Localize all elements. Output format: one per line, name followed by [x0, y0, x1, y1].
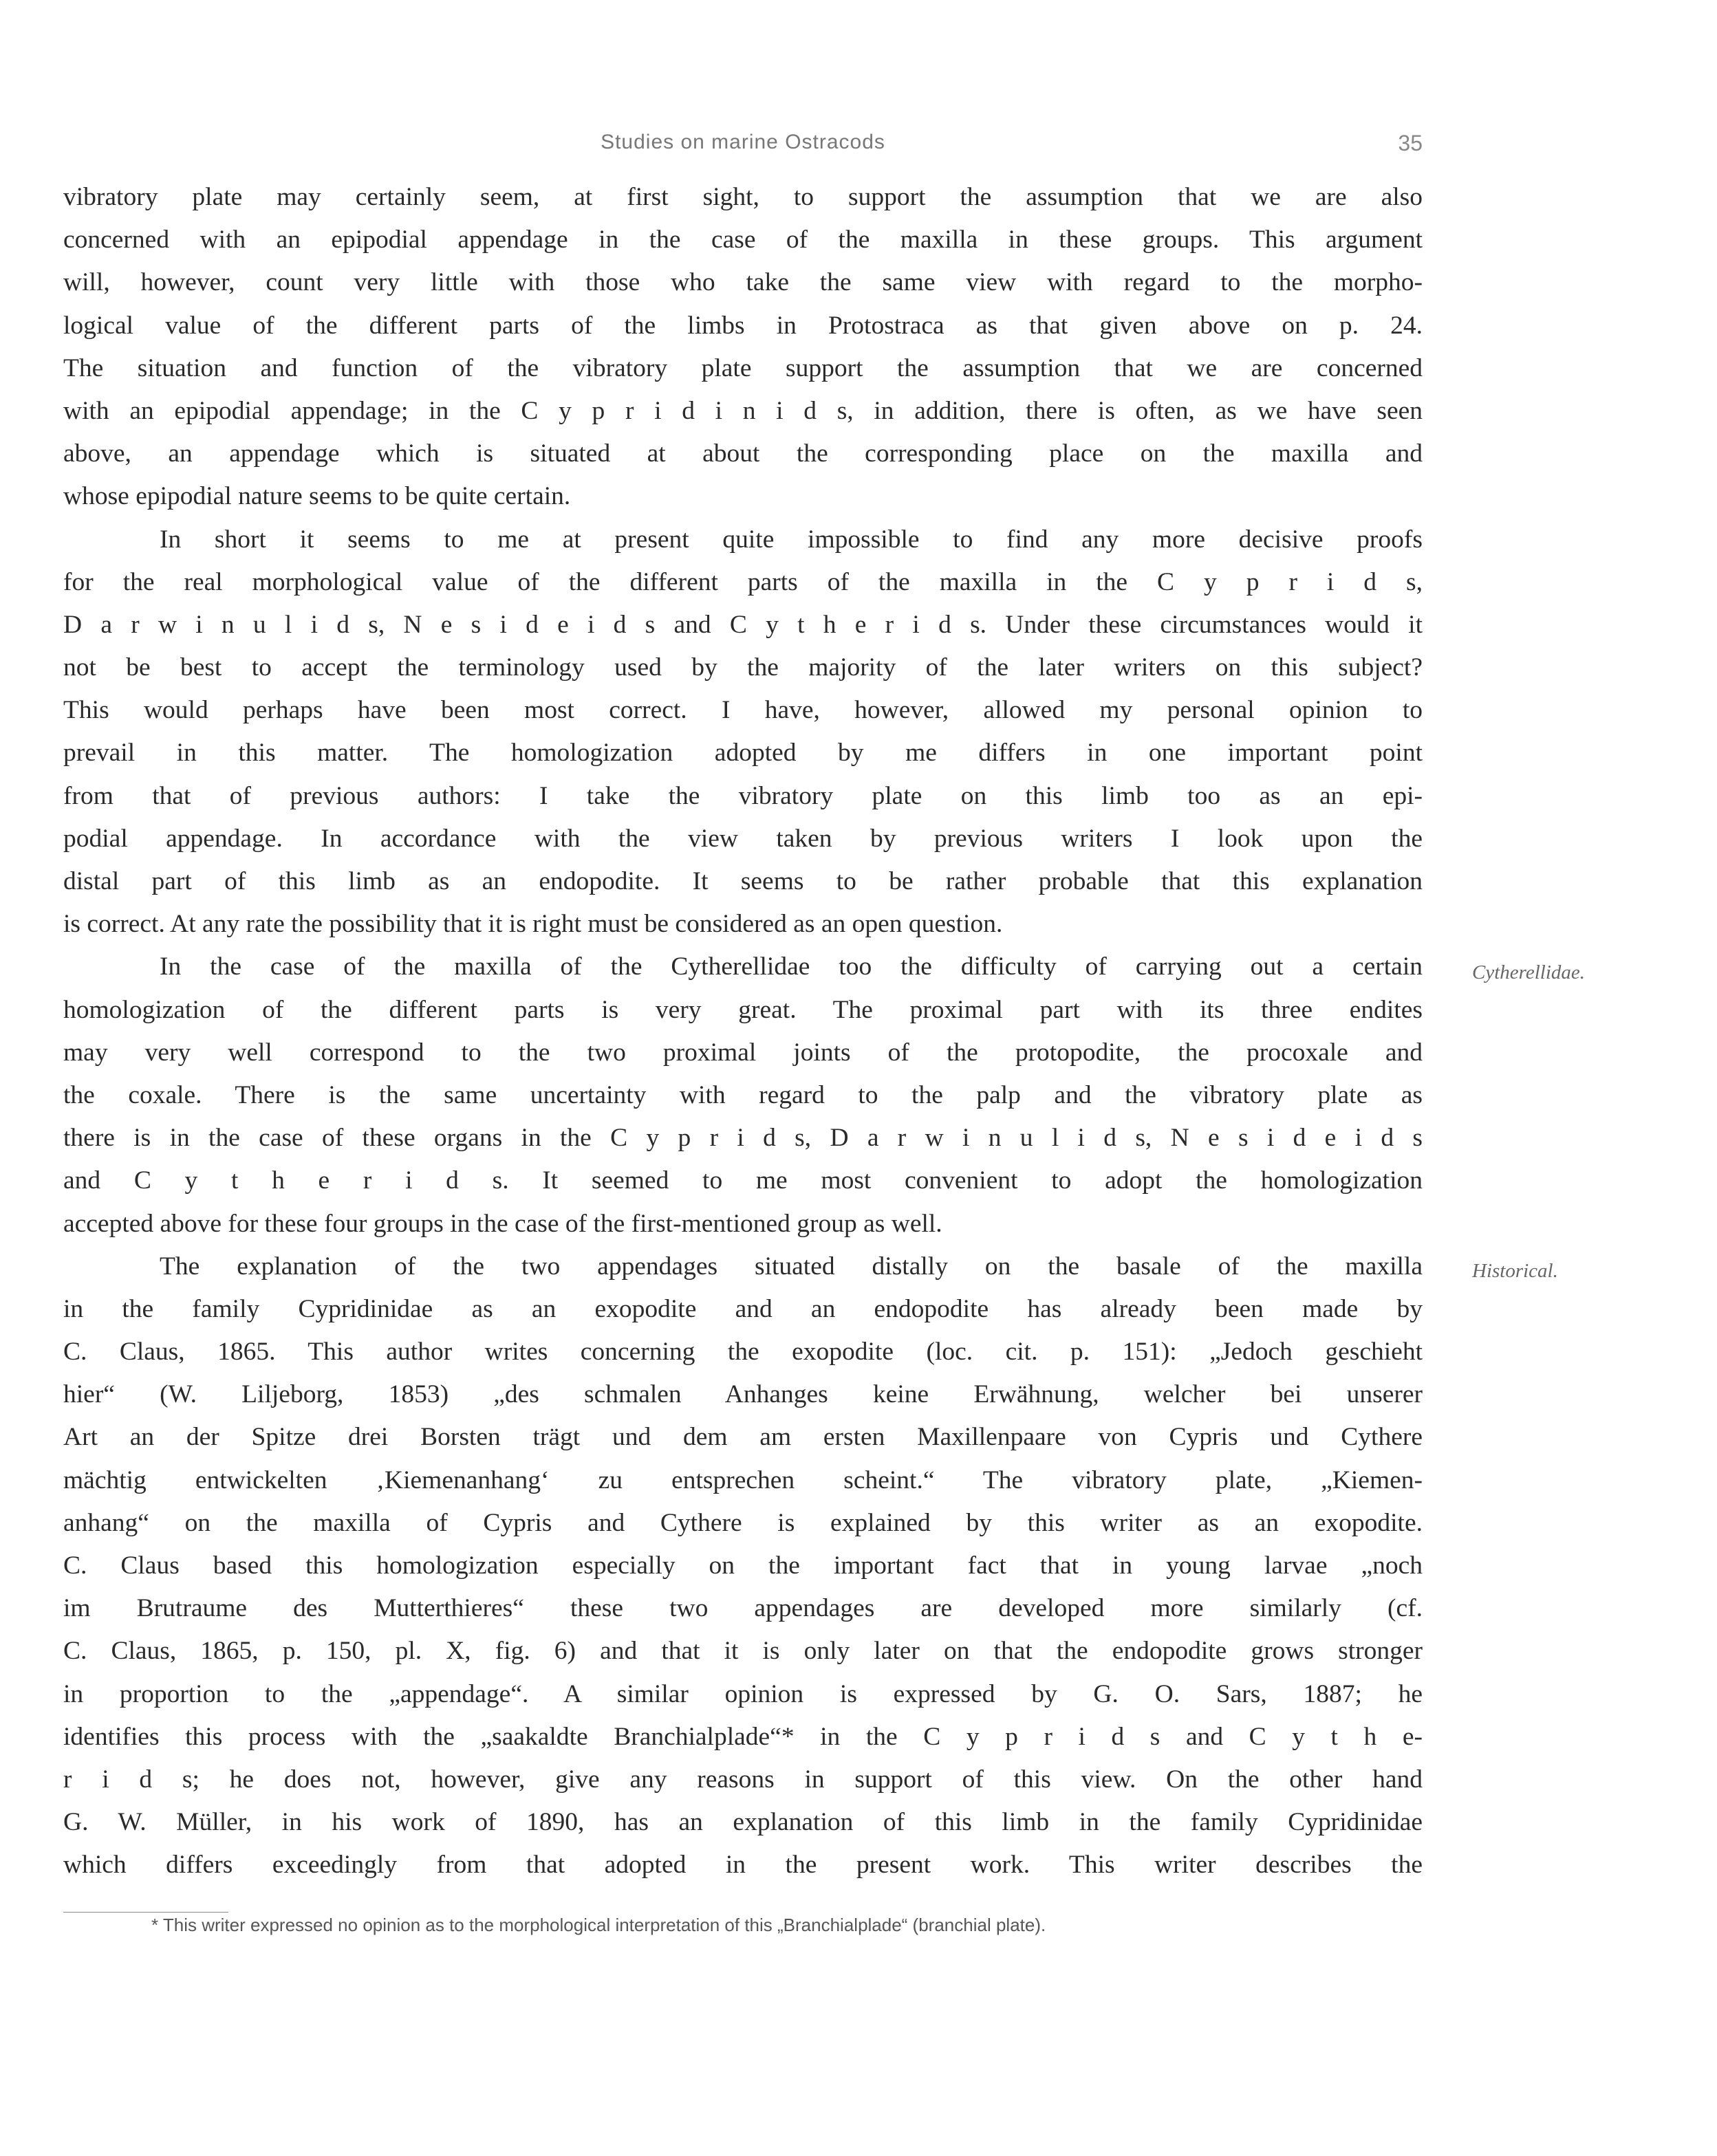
- text-line: identifies this process with the „saakaldte Branchialplade“* in the C y p r i d s and C y t h e-: [63, 1722, 1423, 1751]
- margin-note-cytherellidae: Cytherellidae.: [1472, 961, 1586, 983]
- text-line: im Brutraume des Mutterthieres“ these two appendages are developed more similarly (cf.: [63, 1594, 1423, 1623]
- footnote-divider: [63, 1912, 228, 1913]
- text-line: may very well correspond to the two proximal joints of the protopodite, the procoxale and: [63, 1038, 1423, 1067]
- text-line: C. Claus, 1865, p. 150, pl. X, fig. 6) and that it is only later on that the endopodite grows stronger: [63, 1637, 1423, 1666]
- text-line: the coxale. There is the same uncertainty with regard to the palp and the vibratory plate as: [63, 1080, 1423, 1109]
- text-line: whose epipodial nature seems to be quite certain.: [63, 482, 571, 511]
- text-line: logical value of the different parts of the limbs in Protostraca as that given above on p. 24.: [63, 311, 1423, 340]
- page-number: 35: [1398, 131, 1423, 155]
- text-line: hier“ (W. Liljeborg, 1853) „des schmalen Anhanges keine Erwähnung, welcher bei unserer: [63, 1380, 1423, 1409]
- text-line: G. W. Müller, in his work of 1890, has an explanation of this limb in the family Cypridinidae: [63, 1808, 1423, 1837]
- text-line: in the family Cypridinidae as an exopodite and an endopodite has already been made by: [63, 1294, 1423, 1323]
- text-line: Art an der Spitze drei Borsten trägt und dem am ersten Maxillenpaare von Cypris und Cythere: [63, 1423, 1423, 1452]
- text-line: distal part of this limb as an endopodite. It seems to be rather probable that this explanation: [63, 867, 1423, 895]
- text-line: In short it seems to me at present quite impossible to find any more decisive proofs: [160, 525, 1423, 554]
- running-head: Studies on marine Ostracods: [601, 131, 885, 153]
- text-line: from that of previous authors: I take the vibratory plate on this limb too as an epi-: [63, 781, 1423, 810]
- margin-note-historical: Historical.: [1472, 1260, 1558, 1282]
- page-header: [63, 131, 1423, 165]
- text-line: This would perhaps have been most correct. I have, however, allowed my personal opinion to: [63, 696, 1423, 725]
- text-line: D a r w i n u l i d s, N e s i d e i d s and C y t h e r i d s. Under these circumstances would it: [63, 610, 1423, 639]
- text-line: which differs exceedingly from that adopted in the present work. This writer describes the: [63, 1851, 1423, 1880]
- text-line: prevail in this matter. The homologization adopted by me differs in one important point: [63, 739, 1423, 767]
- body-text: [63, 176, 1423, 1887]
- text-line: r i d s; he does not, however, give any reasons in support of this view. On the other hand: [63, 1765, 1423, 1794]
- text-line: mächtig entwickelten ‚Kiemenanhang‘ zu entsprechen scheint.“ The vibratory plate, „Kiemen-: [63, 1466, 1423, 1494]
- text-line: there is in the case of these organs in the C y p r i d s, D a r w i n u l i d s, N e s i d e i d s: [63, 1124, 1423, 1153]
- text-line: and C y t h e r i d s. It seemed to me most convenient to adopt the homologization: [63, 1166, 1423, 1195]
- text-line: above, an appendage which is situated at about the corresponding place on the maxilla and: [63, 439, 1423, 468]
- text-line: vibratory plate may certainly seem, at first sight, to support the assumption that we are also: [63, 183, 1423, 211]
- footnote: * This writer expressed no opinion as to the morphological interpretation of this „Branchialplade“ (branchial plate).: [151, 1915, 1046, 1935]
- text-line: for the real morphological value of the different parts of the maxilla in the C y p r i d s,: [63, 567, 1423, 596]
- text-line: anhang“ on the maxilla of Cypris and Cythere is explained by this writer as an exopodite.: [63, 1508, 1423, 1537]
- text-line: accepted above for these four groups in the case of the first-mentioned group as well.: [63, 1209, 942, 1238]
- text-line: podial appendage. In accordance with the view taken by previous writers I look upon the: [63, 824, 1423, 853]
- text-line: will, however, count very little with those who take the same view with regard to the morpho-: [63, 268, 1423, 297]
- text-line: In the case of the maxilla of the Cytherellidae too the difficulty of carrying out a certain: [160, 952, 1423, 981]
- text-line: C. Claus, 1865. This author writes concerning the exopodite (loc. cit. p. 151): „Jedoch geschieht: [63, 1338, 1423, 1366]
- text-line: not be best to accept the terminology used by the majority of the later writers on this subject?: [63, 653, 1423, 682]
- text-line: concerned with an epipodial appendage in the case of the maxilla in these groups. This argument: [63, 226, 1423, 254]
- text-line: with an epipodial appendage; in the C y p r i d i n i d s, in addition, there is often, as we have seen: [63, 396, 1423, 425]
- text-line: in proportion to the „appendage“. A similar opinion is expressed by G. O. Sars, 1887; he: [63, 1679, 1423, 1708]
- text-line: C. Claus based this homologization especially on the important fact that in young larvae „noch: [63, 1551, 1423, 1580]
- text-line: The situation and function of the vibratory plate support the assumption that we are concerned: [63, 353, 1423, 382]
- text-line: The explanation of the two appendages situated distally on the basale of the maxilla: [160, 1252, 1423, 1281]
- text-line: homologization of the different parts is very great. The proximal part with its three endites: [63, 995, 1423, 1024]
- text-line: is correct. At any rate the possibility that it is right must be considered as an open question.: [63, 910, 1003, 939]
